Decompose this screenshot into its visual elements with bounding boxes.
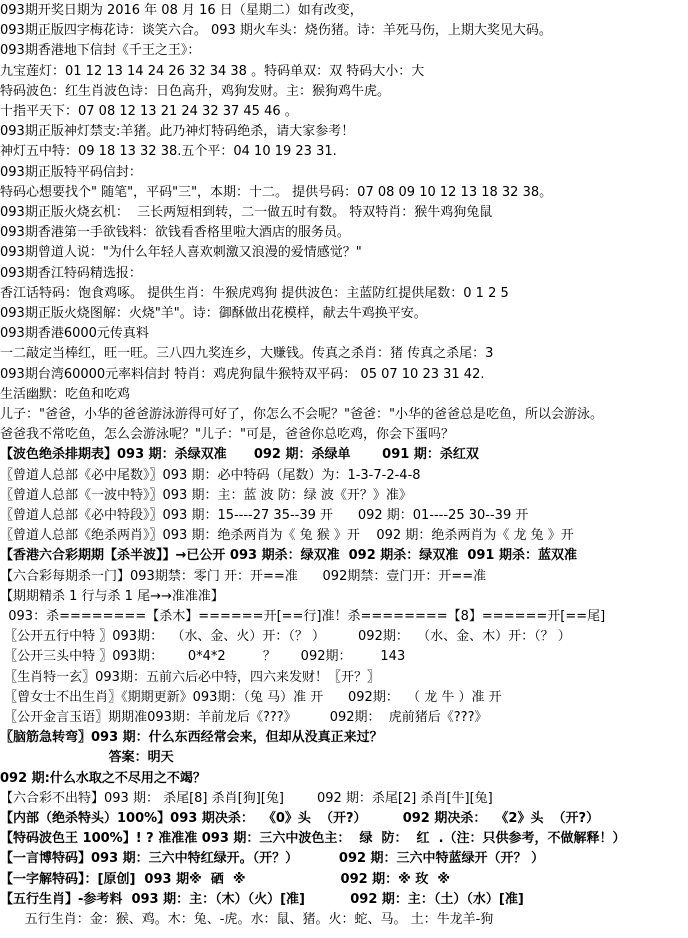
text-line: 神灯五中特：09 18 13 32 38.五个平：04 10 19 23 31. — [0, 144, 337, 160]
text-line: 093期香港第一手欲钱料：欲钱看香格里啦大酒店的服务员。 — [0, 225, 350, 241]
text-line: 〖曾道人总部《必中尾数》〗093 期：必中特码（尾数）为：1-3-7-2-4-8 — [0, 467, 421, 483]
text-line: 〖曾道人总部《绝杀两肖》〗093 期：绝杀两肖为《 兔 猴 》开 092 期：绝杀两肖为《 龙 兔 》开 — [0, 528, 574, 544]
text-line: 093期曾道人说："为什么年轻人喜欢刺激又浪漫的爱情感觉？" — [0, 245, 362, 261]
text-line: 【六合彩每期杀一门】093期禁：零门 开：开==准 092期禁：壹门开：开==准 — [0, 568, 487, 584]
text-line: 093期开奖日期为 2016 年 08 月 16 日（星期二）如有改变， — [0, 3, 363, 18]
text-line: 【六合彩不出特】093 期： 杀尾[8] 杀肖[狗][兔] 092 期：杀尾[2] 杀肖[牛][兔] — [0, 790, 493, 806]
text-line: 092 期:什么水取之不尽用之不竭？ — [0, 770, 206, 786]
text-line: 〖公开金言玉语〗期期准093期：羊前龙后《???》 092期： 虎前猪后《???》 — [0, 710, 488, 725]
text-line: 〖生肖特一玄〗093期：五前六后必中特，四六来发财！〖开？〗 — [0, 669, 380, 685]
text-line: 【五行生肖】-参考料 093 期：主：（木）（火）[准] 092 期：主：（土）（水）[准] — [0, 891, 524, 907]
text-line: 〖曾道人总部《必中特段》〗093 期：15----27 35--39 开 092 期：01----25 30--39 开 — [0, 508, 529, 523]
text-line: 093期正版神灯禁支:羊猪。此乃神灯特码绝杀，请大家参考！ — [0, 124, 355, 140]
text-line: 093期香江特码精选报： — [0, 265, 142, 281]
text-line: 【一字解特码】：[原创] 093 期※ 硒 ※ 092 期：※ 玫 ※ — [0, 871, 451, 887]
text-line: 生活幽默：吃鱼和吃鸡 — [0, 386, 131, 402]
text-line: 093期正版特平码信封： — [0, 164, 142, 180]
text-line: 爸爸我不常吃鱼，怎么会游泳呢？"儿子："可是，爸爸你总吃鸡，你会下蛋吗？ — [0, 427, 454, 443]
text-line: 特码心想要找个" 随笔"，平码"三"，本期：十二。 提供号码：07 08 09 10 12 13 18 32 38。 — [0, 184, 553, 200]
text-line: 〖公开三头中特 〗093期： 0*4*2 ？ 092期： 143 — [0, 649, 431, 665]
text-line: 093期正版火烧图解：火烧"羊"。诗：御酥做出花模样，献去牛鸡换平安。 — [0, 306, 427, 321]
text-line: 香江话特码：饱食鸡啄。 提供生肖：牛猴虎鸡狗 提供波色：主蓝防红提供尾数：0 1 2 5 — [0, 285, 509, 301]
text-line: 【特码波色王 100%】! ? 准准准 093 期：三六中波色主： 绿 防： 红 .（注：只供参考，不做解释！） — [0, 831, 626, 847]
text-line: 答案：明天 — [0, 750, 174, 766]
text-line: 【香港六合彩期期【杀半波】】→已公开 093 期杀：绿双准 092 期杀：绿双准 091 期杀：蓝双准 — [0, 548, 578, 564]
text-line: 九宝莲灯：01 12 13 14 24 26 32 34 38 。特码单双：双 特码大小：大 — [0, 63, 425, 79]
text-line: 五行生肖：金：猴、鸡。木：兔、-虎。水：鼠、猪。火：蛇、马。 土：牛龙羊-狗 — [0, 912, 494, 927]
text-line: 一二敲定当棒红，旺一旺。三八四九奖连乡，大赚钱。传真之杀肖：猪 传真之杀尾：3 — [0, 346, 494, 362]
text-line: 特码波色：红生肖波色诗：日色高升，鸡狗发财。主：猴狗鸡牛虎。 — [0, 83, 391, 99]
text-line: 093期香港地下信封《千王之王》： — [0, 43, 201, 59]
text-line: 【内部（绝杀特头）100%】093 期决杀： 《0》头 （开?） 092 期决杀： 《2》头 （开?） — [0, 811, 600, 826]
text-line: 【一言博特码】093 期：三六中特红绿开。（开？） 092 期：三六中特蓝绿开（开？ ） — [0, 851, 545, 867]
text-line: 儿子："爸爸，小华的爸爸游泳游得可好了，你怎么不会呢？"爸爸："小华的爸爸总是吃鱼，所以会游泳。 — [0, 407, 603, 422]
text-line: 【波色绝杀排期表】093 期：杀绿双准 092 期：杀绿单 091 期：杀红双 — [0, 447, 479, 463]
text-line: 093：杀========【杀木】======开[==行]准！杀========【8】======开[==尾] — [0, 609, 606, 624]
text-line: 〖脑筋急转弯〗093 期：什么东西经常会来，但却从没真正来过？ — [0, 730, 383, 746]
text-line: 093期香港6000元传真料 — [0, 326, 149, 342]
text-line: 〖曾女士不出生肖〗《期期更新》093期：（兔 马）准 开 092期： （ 龙 牛 ）准 开 — [0, 689, 502, 705]
text-line: 093期台湾60000元率料信封 特肖：鸡虎狗鼠牛猴特双平码： 05 07 10 23 31 42. — [0, 366, 485, 382]
text-line: 【期期精杀 1 行与杀 1 尾→→准准准】 — [0, 588, 224, 604]
text-line: 〖曾道人总部《一波中特》〗093 期：主：蓝 波 防：绿 波《开？》准》 — [0, 487, 412, 503]
text-line: 〖公开五行中特 〗093期： （水、金、火）开：（？ ） 092期： （水、金、木）开：（？ ） — [0, 629, 571, 645]
text-line: 十指平天下：07 08 12 13 21 24 32 37 45 46 。 — [0, 104, 298, 119]
text-line: 093期正版四字梅花诗：谈笑六合。 093 期火车头：烧伤猪。诗：羊死马伤，上期大奖见大码。 — [0, 23, 552, 39]
text-line: 093期正版火烧玄机： 三长两短相到转，二一做五时有数。 特双特肖：猴牛鸡狗兔鼠 — [0, 205, 493, 220]
